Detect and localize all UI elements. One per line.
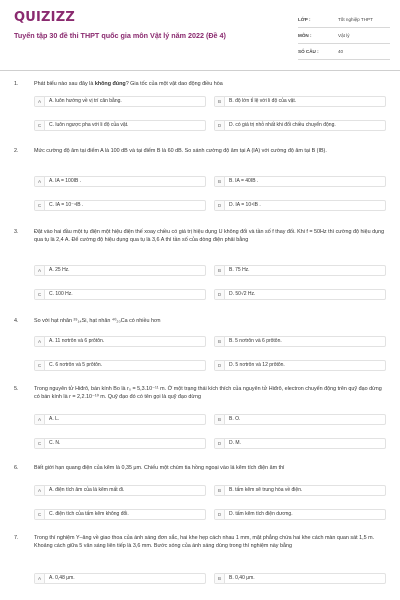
- option-c[interactable]: [34, 289, 206, 300]
- option-letter: D: [215, 361, 225, 370]
- option-letter: C: [35, 290, 45, 299]
- option-b[interactable]: [214, 414, 386, 425]
- option-text: D. có giá trị nhỏ nhất khi đổi chiều chuyển động.: [229, 122, 336, 128]
- option-text: D. 50√2 Hz.: [229, 291, 256, 297]
- meta-row-class: [298, 12, 390, 28]
- question-number: 6.: [14, 465, 19, 471]
- option-c[interactable]: [34, 509, 206, 520]
- option-text: A. 25 Hz.: [49, 267, 70, 273]
- option-letter: B: [215, 574, 225, 583]
- option-text: B. IA = 40IB .: [229, 178, 259, 184]
- option-text: C. IA = 10⁻⁴IB .: [49, 202, 84, 208]
- question-text-post: ? Gia tốc của một vật dao động điều hòa: [125, 81, 223, 87]
- option-a[interactable]: [34, 414, 206, 425]
- option-text: C. luôn ngược pha với li độ của vật.: [49, 122, 129, 128]
- worksheet-header: [0, 0, 400, 70]
- option-a[interactable]: [34, 573, 206, 584]
- option-text: B. 5 nơtrôn và 6 prôtôn.: [229, 338, 282, 344]
- option-b[interactable]: [214, 485, 386, 496]
- option-text: C. 6 nơtrôn và 5 prôtôn.: [49, 362, 103, 368]
- meta-table: [298, 12, 390, 60]
- option-text: D. tấm kẽm tích điện dương.: [229, 511, 293, 517]
- option-b[interactable]: [214, 573, 386, 584]
- option-d[interactable]: [214, 509, 386, 520]
- option-b[interactable]: [214, 265, 386, 276]
- page-title: Tuyển tập 30 đề thi THPT quốc gia môn Vật lý năm 2022 (Đề 4): [14, 31, 226, 40]
- option-text: B. tấm kẽm sẽ trung hòa về điện.: [229, 487, 303, 493]
- option-letter: A: [35, 337, 45, 346]
- option-d[interactable]: [214, 120, 386, 131]
- option-letter: B: [215, 337, 225, 346]
- question-number: 1.: [14, 81, 19, 87]
- option-text: C. 100 Hz.: [49, 291, 73, 297]
- option-letter: A: [35, 574, 45, 583]
- option-text: A. luôn hướng về vị trí cân bằng.: [49, 98, 122, 104]
- meta-value: Tốt nghiệp THPT: [338, 17, 373, 22]
- option-text: D. IA = 10⁴IB .: [229, 202, 261, 208]
- option-b[interactable]: [214, 336, 386, 347]
- option-letter: C: [35, 201, 45, 210]
- option-text: C. điện tích của tấm kẽm không đổi.: [49, 511, 129, 517]
- option-letter: A: [35, 177, 45, 186]
- option-text: B. độ lớn tỉ lệ với li độ của vật.: [229, 98, 297, 104]
- option-letter: A: [35, 266, 45, 275]
- option-c[interactable]: [34, 360, 206, 371]
- option-letter: C: [35, 439, 45, 448]
- header-divider: [0, 70, 400, 71]
- question-number: 5.: [14, 386, 19, 392]
- option-letter: B: [215, 266, 225, 275]
- option-a[interactable]: [34, 485, 206, 496]
- meta-label: MÔN :: [298, 33, 312, 38]
- option-text: A. điện tích âm của lá kẽm mất đi.: [49, 487, 125, 493]
- option-text: B. 75 Hz.: [229, 267, 250, 273]
- question-text: Trong thí nghiệm Y–âng về giao thoa của ánh sáng đơn sắc, hai khe hẹp cách nhau 1 mm, mặt phẳng chứa hai khe cách màn quan sát 1,5 m. Khoảng cách giữa 5 vân sáng liên tiếp là 3,6 mm. Bước sóng của ánh sáng dùng trong thí nghiệm này bằng: [34, 535, 375, 549]
- option-text: A. 11 nơtrôn và 6 prôtôn.: [49, 338, 105, 344]
- option-letter: D: [215, 439, 225, 448]
- question-text: Biết giới hạn quang điện của kẽm là 0,35 μm. Chiếu một chùm tia hồng ngoại vào lá kẽm tích điện âm thì: [34, 465, 285, 471]
- question-number: 3.: [14, 229, 19, 235]
- option-letter: B: [215, 97, 225, 106]
- option-letter: D: [215, 290, 225, 299]
- question-text-emphasis: không đúng: [94, 81, 126, 87]
- meta-label: SỐ CÂU :: [298, 49, 319, 54]
- option-letter: D: [215, 510, 225, 519]
- option-d[interactable]: [214, 200, 386, 211]
- option-text: D. 5 nơtrôn và 12 prôtôn.: [229, 362, 285, 368]
- option-c[interactable]: [34, 120, 206, 131]
- option-letter: B: [215, 415, 225, 424]
- option-letter: D: [215, 121, 225, 130]
- question-text: Mức cường độ âm tại điểm A là 100 dB và tại điểm B là 60 dB. So sánh cường độ âm tại A (IA) với cường độ âm tại B (IB).: [34, 148, 327, 154]
- option-letter: B: [215, 486, 225, 495]
- question-text: [34, 81, 386, 89]
- option-letter: D: [215, 201, 225, 210]
- option-text: B. O.: [229, 416, 241, 422]
- option-text: C. N.: [49, 440, 61, 446]
- option-text: A. 0,48 μm.: [49, 575, 75, 581]
- option-b[interactable]: [214, 96, 386, 107]
- option-text: A. L.: [49, 416, 60, 422]
- option-text: D. M.: [229, 440, 241, 446]
- option-letter: A: [35, 486, 45, 495]
- option-text: B. 0,40 μm.: [229, 575, 255, 581]
- option-letter: C: [35, 361, 45, 370]
- option-d[interactable]: [214, 289, 386, 300]
- question-number: 2.: [14, 148, 19, 154]
- option-a[interactable]: [34, 265, 206, 276]
- meta-value: Vật lý: [338, 33, 350, 38]
- quizizz-logo: QUIZIZZ: [14, 10, 75, 25]
- option-letter: C: [35, 121, 45, 130]
- option-d[interactable]: [214, 438, 386, 449]
- option-d[interactable]: [214, 360, 386, 371]
- option-c[interactable]: [34, 200, 206, 211]
- question-number: 4.: [14, 318, 19, 324]
- option-text: A. IA = 100IB .: [49, 178, 82, 184]
- option-letter: A: [35, 415, 45, 424]
- meta-row-count: [298, 44, 390, 60]
- question-number: 7.: [14, 535, 19, 541]
- option-letter: C: [35, 510, 45, 519]
- option-a[interactable]: [34, 336, 206, 347]
- option-a[interactable]: [34, 96, 206, 107]
- question-text: Đặt vào hai đầu một tụ điện một hiệu điện thế xoay chiều có giá trị hiệu dụng U không đổi và tần số f thay đổi. Khi f = 50Hz thì cường độ hiệu dụng qua tụ là 2,4 A. Để cường độ hiệu dụng qua tụ là 3,6 A thì tần số của dòng điện phải bằng: [34, 229, 385, 243]
- question-text: So với hạt nhân ²⁹₁₄Si, hạt nhân ⁴⁰₂₀Ca có nhiều hơn: [34, 318, 161, 324]
- option-letter: B: [215, 177, 225, 186]
- option-letter: A: [35, 97, 45, 106]
- option-b[interactable]: [214, 176, 386, 187]
- option-a[interactable]: [34, 176, 206, 187]
- option-c[interactable]: [34, 438, 206, 449]
- meta-value: 40: [338, 49, 344, 54]
- meta-row-subject: [298, 28, 390, 44]
- question-text-pre: Phát biểu nào sau đây là: [34, 81, 95, 87]
- question-text: Trong nguyên tử Hiđrô, bán kính Bo là r₀ = 5,3.10⁻¹¹ m. Ở một trạng thái kích thích của nguyên tử Hiđrô, electron chuyển động trên quỹ đạo dừng có bán kính là r = 2,2.10⁻¹⁰ m. Quỹ đạo đó có tên gọi là quỹ đạo dừng: [34, 386, 382, 400]
- meta-label: LỚP :: [298, 17, 311, 22]
